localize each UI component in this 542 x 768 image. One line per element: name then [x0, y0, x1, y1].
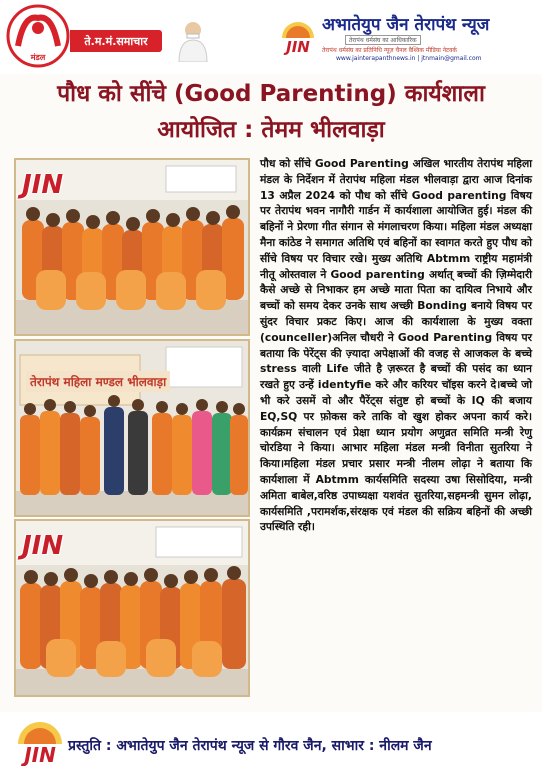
guru-portrait: [176, 18, 210, 62]
brand-tagline: तेरापंथ धर्मसंघ का आधिकारिक: [345, 35, 421, 45]
jin-watermark-3: JIN: [22, 531, 64, 561]
brand-website: www.jainterapanthnews.in | jtnmain@gmail.com: [336, 55, 482, 62]
group-photo-3: [14, 519, 250, 697]
article-body: पौध को सींचे Good Parenting अखिल भारतीय तेरापंथ महिला मंडल के निर्देशन में तेरापंथ महिला मंडल भीलवाड़ा द्वारा आज दिनांक 13 अप्रैल 2024 को पौध को सींचे Good parenting विषय पर तेरापंथ भवन नागौरी गार्डन में कार्यशाला आयोजित हुई। मंडल की बहिनों ने प्रेरणा गीत संगान से मंगलाचरण किया। महिला मंडल अध्यक्षा मैना कांठेड ने समागत अतिथि एवं बहिनों का स्वागत करते हुए पौध को सींचे विषय पर विचार रखे। मुख्य अतिथि Abtmm राष्ट्रीय महामंत्री नीतू ओस्तवाल ने Good parenting अर्थात् बच्चों की ज़िम्मेदारी कैसे अच्छे से निभाकर हम अच्छे माता पिता का दायित्व निभाये और बच्चों को समय देकर उनके साथ अच्छी Bonding बनाये विषय पर सुंदर विचार प्रकट किए। आज की कार्यशाला के मुख्य वक्ता (counceller)अनिल चौधरी ने Good Parenting विषय पर बताया कि पेरेंट्स की ज़्यादा अपेक्षाओं की वजह से आजकल के बच्चे stress वाली Life जीते है ज़रूरत है बच्चों की पसंद का ध्यान रखते हुए उन्हें identyfie करे और करियर चॉइस करने दे।बच्चे जो भी करे उसमें वो और पैरेंट्स संतुष्ट हो बच्चों के IQ की बजाय EQ,SQ पर फ़ोकस करे ताकि वो खुश होकर अपना कार्य करे। कार्यक्रम संचालन एवं प्रेक्षा ध्यान प्रयोग अणुव्रत समिति मन्त्री रेणु चोरडिया ने किया। आभार महिला मंडल मन्त्री विनीता सुतरिया ने किया।महिला मंडल प्रचार प्रसार मन्त्री नीलम लोढ़ा ने बताया कि कार्यशाला में Abtmm कार्यसमिति सदस्या उषा सिसोदिया, मन्त्री अमिता बाबेल,वरिष्ठ उपाध्यक्षा यशवंत सुतरिया,सहमन्त्री सुमन लोढ़ा, कार्यसमिति ,परामर्शक,संरक्षक एवं मंडल की सक्रिय बहिनों की अच्छी उपस्थिति रही।: [260, 157, 532, 534]
logo-left-letters: मंडल: [30, 53, 46, 62]
footer-credit: प्रस्तुति : अभातेयुप जैन तेरापंथ न्यूज से गौरव जैन, साभार : नीलम जैन: [68, 738, 432, 754]
group-photo-1: [14, 158, 250, 336]
page-title: [0, 76, 542, 148]
mandal-banner: तेरापंथ महिला मण्डल भीलवाड़ा: [26, 371, 170, 392]
footer-logo-text: JIN: [24, 743, 56, 766]
jin-watermark-1: JIN: [22, 170, 64, 200]
brand-title: अभातेयुप जैन तेरापंथ न्यूज: [322, 15, 490, 35]
jin-logo: [278, 16, 318, 56]
group-photo-2: [14, 339, 250, 517]
title-line-1: पौध को सींचे (Good Parenting) कार्यशाला: [57, 81, 485, 107]
mahila-mandal-logo: [4, 4, 74, 70]
brand-subtitle: तेरापंथ धर्मसंघ का प्रतिनिधि न्यूज़ चैनल वैश्विक मीडिया नेटवर्क: [322, 47, 458, 54]
header: [0, 0, 542, 74]
footer: [0, 712, 542, 768]
tmm-news-badge: ते.म.मं.समाचार: [70, 30, 162, 52]
jin-logo-text: JIN: [286, 38, 310, 56]
title-line-2: आयोजित : तेमम भीलवाड़ा: [157, 117, 385, 143]
footer-jin-logo: [12, 716, 68, 766]
